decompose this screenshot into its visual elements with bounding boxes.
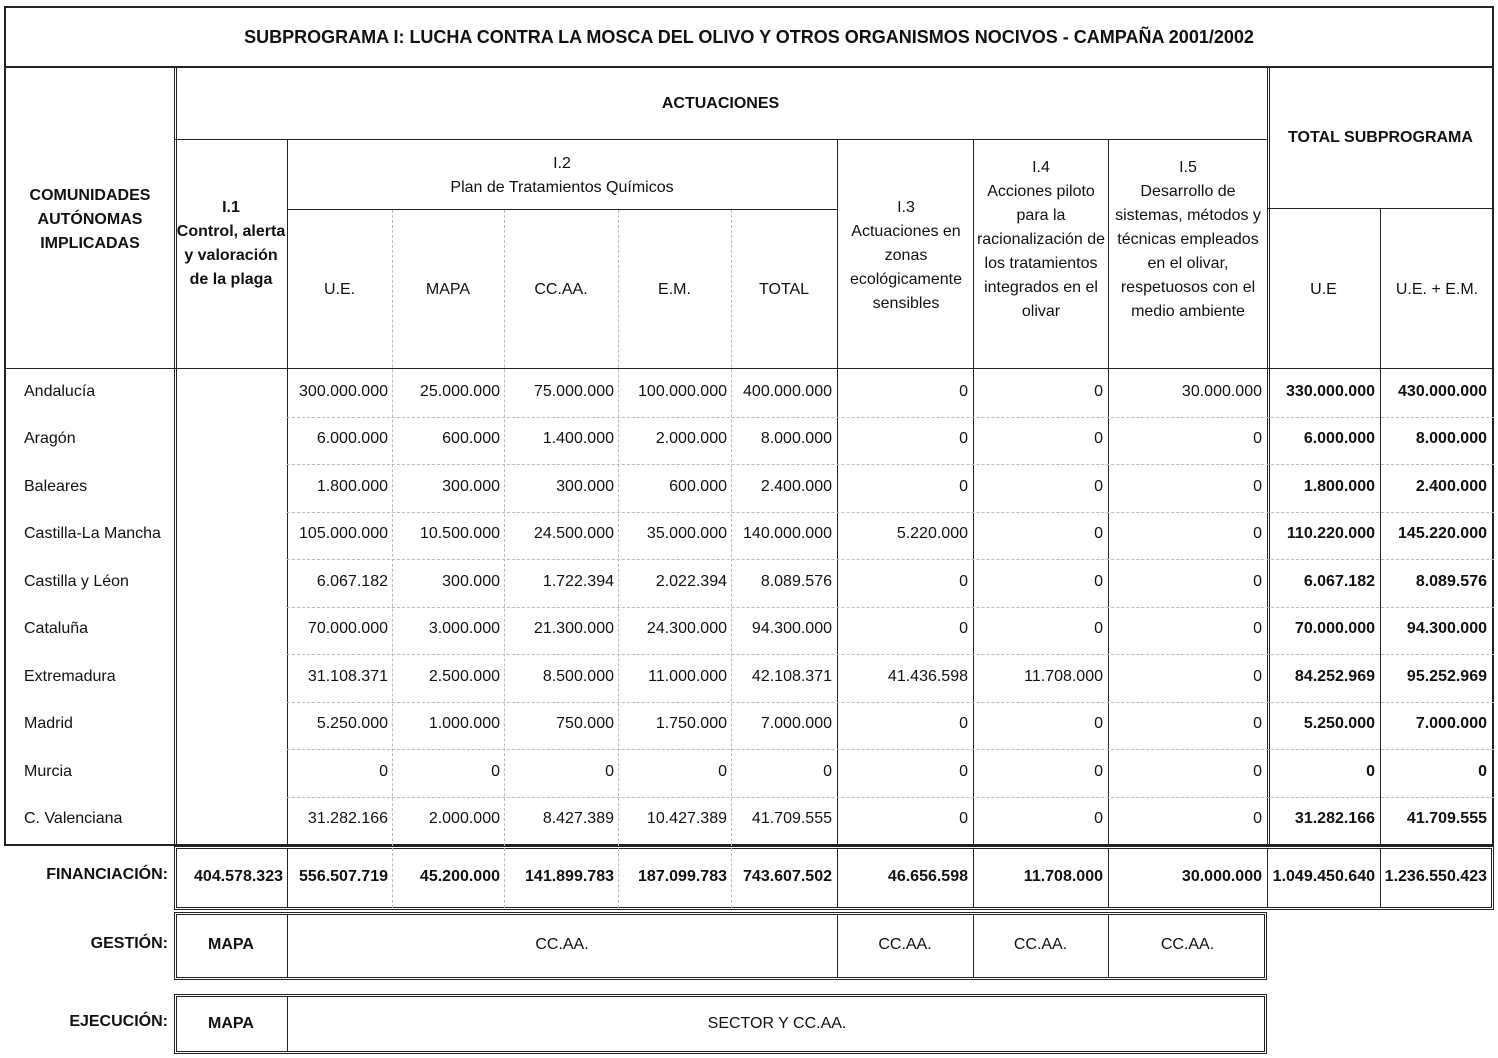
cell-i3: 5.220.000 bbox=[896, 525, 968, 543]
cell-t_ueem: 0 bbox=[1478, 762, 1487, 780]
cell-mapa: 300.000 bbox=[442, 572, 500, 590]
cell-mapa: 2.000.000 bbox=[428, 810, 500, 828]
cell-i4: 0 bbox=[1094, 382, 1103, 400]
gestion-i3: CC.AA. bbox=[878, 936, 932, 953]
cell-em: 600.000 bbox=[669, 477, 727, 495]
cell-ccaa: 0 bbox=[605, 762, 614, 780]
cell-i4: 11.708.000 bbox=[1024, 667, 1103, 685]
cell-t_ueem: 145.220.000 bbox=[1398, 525, 1487, 543]
cell-em: 100.000.000 bbox=[638, 382, 727, 400]
financiacion-mapa: 45.200.000 bbox=[419, 868, 500, 885]
cell-mapa: 3.000.000 bbox=[428, 620, 500, 638]
gestion-label: GESTIÓN: bbox=[90, 935, 168, 952]
cell-t_ueem: 94.300.000 bbox=[1406, 620, 1487, 638]
cell-t_ue: 31.282.166 bbox=[1294, 810, 1375, 828]
cell-t_ue: 0 bbox=[1366, 762, 1375, 780]
cell-ue: 1.800.000 bbox=[316, 477, 388, 495]
cell-em: 35.000.000 bbox=[646, 525, 727, 543]
cell-ccaa: 8.500.000 bbox=[542, 667, 614, 685]
cell-ue: 6.067.182 bbox=[316, 572, 388, 590]
cell-i4: 0 bbox=[1094, 762, 1103, 780]
cell-i5: 0 bbox=[1253, 762, 1262, 780]
cell-t_ue: 1.800.000 bbox=[1303, 477, 1375, 495]
cell-i4: 0 bbox=[1094, 810, 1103, 828]
cell-ccaa: 750.000 bbox=[556, 715, 614, 733]
cell-ccaa: 21.300.000 bbox=[533, 620, 614, 638]
header-i1 bbox=[175, 196, 287, 292]
cell-ccaa: 24.500.000 bbox=[533, 525, 614, 543]
cell-i5: 30.000.000 bbox=[1181, 382, 1262, 400]
cell-t_ue: 5.250.000 bbox=[1303, 715, 1375, 733]
cell-ue: 300.000.000 bbox=[299, 382, 388, 400]
header-tot-ue: U.E bbox=[1310, 281, 1337, 298]
header-i2-text: Plan de Tratamientos Químicos bbox=[450, 179, 674, 196]
cell-ue: 0 bbox=[379, 762, 388, 780]
financiacion-t_ue: 1.049.450.640 bbox=[1272, 868, 1375, 885]
header-total-subprograma: TOTAL SUBPROGRAMA bbox=[1288, 129, 1473, 146]
header-sub-ccaa: CC.AA. bbox=[534, 281, 588, 298]
cell-t_ueem: 7.000.000 bbox=[1415, 715, 1487, 733]
page-title: SUBPROGRAMA I: LUCHA CONTRA LA MOSCA DEL OLIVO Y OTROS ORGANISMOS NOCIVOS - CAMPAÑA 2001/2002 bbox=[4, 6, 1494, 68]
cell-mapa: 1.000.000 bbox=[428, 715, 500, 733]
header-i4-code: I.4 bbox=[1032, 159, 1050, 176]
header-comunidades: COMUNIDADES AUTÓNOMAS IMPLICADAS bbox=[29, 187, 151, 252]
cell-t_ueem: 2.400.000 bbox=[1415, 477, 1487, 495]
header-actuaciones: ACTUACIONES bbox=[661, 95, 780, 112]
cell-total: 0 bbox=[823, 762, 832, 780]
cell-i4: 0 bbox=[1094, 715, 1103, 733]
cell-i5: 0 bbox=[1253, 620, 1262, 638]
cell-t_ueem: 95.252.969 bbox=[1406, 667, 1487, 685]
financiacion-i3: 46.656.598 bbox=[887, 868, 968, 885]
financiacion-i4: 11.708.000 bbox=[1023, 868, 1103, 885]
cell-i3: 0 bbox=[959, 430, 968, 448]
cell-i3: 0 bbox=[959, 572, 968, 590]
row-name: Baleares bbox=[24, 477, 88, 495]
gestion-i5: CC.AA. bbox=[1160, 936, 1215, 953]
cell-em: 2.000.000 bbox=[655, 430, 727, 448]
cell-total: 41.709.555 bbox=[751, 810, 832, 828]
cell-i4: 0 bbox=[1094, 525, 1103, 543]
cell-total: 400.000.000 bbox=[743, 382, 832, 400]
header-i2 bbox=[287, 152, 837, 200]
financiacion-i1: 404.578.323 bbox=[194, 868, 283, 885]
cell-mapa: 300.000 bbox=[442, 477, 500, 495]
cell-mapa: 25.000.000 bbox=[419, 382, 500, 400]
cell-ccaa: 1.722.394 bbox=[542, 572, 614, 590]
cell-t_ueem: 8.000.000 bbox=[1415, 430, 1487, 448]
cell-mapa: 2.500.000 bbox=[428, 667, 500, 685]
cell-total: 140.000.000 bbox=[743, 525, 832, 543]
cell-i5: 0 bbox=[1253, 667, 1262, 685]
cell-i4: 0 bbox=[1094, 572, 1103, 590]
header-i4 bbox=[975, 156, 1107, 324]
cell-mapa: 10.500.000 bbox=[419, 525, 500, 543]
cell-ccaa: 300.000 bbox=[556, 477, 614, 495]
header-i5-code: I.5 bbox=[1179, 159, 1197, 176]
cell-ue: 6.000.000 bbox=[316, 430, 388, 448]
ejecucion-rest: SECTOR Y CC.AA. bbox=[707, 1015, 847, 1032]
cell-total: 94.300.000 bbox=[751, 620, 832, 638]
cell-total: 2.400.000 bbox=[760, 477, 832, 495]
cell-t_ue: 330.000.000 bbox=[1286, 382, 1375, 400]
cell-i3: 0 bbox=[959, 715, 968, 733]
row-name: Aragón bbox=[24, 430, 76, 448]
row-name: Madrid bbox=[24, 715, 73, 733]
cell-total: 42.108.371 bbox=[751, 667, 832, 685]
cell-i4: 0 bbox=[1094, 430, 1103, 448]
cell-i5: 0 bbox=[1253, 810, 1262, 828]
cell-i3: 0 bbox=[959, 762, 968, 780]
header-i3-text: Actuaciones en zonas ecológicamente sensibles bbox=[849, 223, 963, 312]
cell-i4: 0 bbox=[1094, 620, 1103, 638]
cell-em: 0 bbox=[718, 762, 727, 780]
cell-total: 7.000.000 bbox=[760, 715, 832, 733]
header-i2-code: I.2 bbox=[553, 155, 571, 172]
row-name: Extremadura bbox=[24, 667, 116, 685]
cell-em: 24.300.000 bbox=[646, 620, 727, 638]
cell-ccaa: 75.000.000 bbox=[533, 382, 614, 400]
cell-i5: 0 bbox=[1253, 715, 1262, 733]
row-name: Murcia bbox=[24, 762, 73, 780]
cell-ue: 31.282.166 bbox=[307, 810, 388, 828]
row-name: Castilla y Léon bbox=[24, 572, 129, 590]
financiacion-label: FINANCIACIÓN: bbox=[46, 866, 168, 883]
header-i5-text: Desarrollo de sistemas, métodos y técnicas empleados en el olivar, respetuosos con el medio ambiente bbox=[1115, 183, 1261, 320]
financiacion-t_ueem: 1.236.550.423 bbox=[1384, 868, 1487, 885]
cell-mapa: 0 bbox=[491, 762, 500, 780]
cell-t_ue: 84.252.969 bbox=[1294, 667, 1375, 685]
cell-total: 8.000.000 bbox=[760, 430, 832, 448]
cell-em: 10.427.389 bbox=[646, 810, 727, 828]
row-name: Cataluña bbox=[24, 620, 89, 638]
header-sub-ue: U.E. bbox=[323, 281, 356, 298]
row-name: C. Valenciana bbox=[24, 810, 123, 828]
cell-ue: 105.000.000 bbox=[299, 525, 388, 543]
header-i1-code: I.1 bbox=[222, 199, 240, 216]
gestion-i4: CC.AA. bbox=[1013, 936, 1068, 953]
header-i5 bbox=[1110, 156, 1266, 324]
cell-i3: 41.436.598 bbox=[887, 667, 968, 685]
cell-i5: 0 bbox=[1253, 525, 1262, 543]
cell-t_ue: 6.067.182 bbox=[1303, 572, 1375, 590]
cell-i4: 0 bbox=[1094, 477, 1103, 495]
cell-t_ue: 70.000.000 bbox=[1294, 620, 1375, 638]
header-sub-em: E.M. bbox=[658, 281, 691, 298]
cell-mapa: 600.000 bbox=[442, 430, 500, 448]
row-name: Andalucía bbox=[24, 382, 96, 400]
financiacion-total: 743.607.502 bbox=[743, 868, 832, 885]
header-i3 bbox=[840, 196, 972, 316]
cell-i3: 0 bbox=[959, 477, 968, 495]
cell-total: 8.089.576 bbox=[760, 572, 832, 590]
ejecucion-i1: MAPA bbox=[208, 1015, 254, 1032]
cell-ue: 5.250.000 bbox=[316, 715, 388, 733]
row-name: Castilla-La Mancha bbox=[24, 525, 161, 543]
cell-t_ueem: 430.000.000 bbox=[1398, 382, 1487, 400]
cell-i3: 0 bbox=[959, 382, 968, 400]
cell-ccaa: 8.427.389 bbox=[542, 810, 614, 828]
cell-i3: 0 bbox=[959, 810, 968, 828]
header-i1-text: Control, alerta y valoración de la plaga bbox=[176, 223, 286, 288]
cell-t_ue: 6.000.000 bbox=[1303, 430, 1375, 448]
header-sub-mapa: MAPA bbox=[425, 281, 471, 298]
cell-em: 1.750.000 bbox=[655, 715, 727, 733]
header-tot-ue-em: U.E. + E.M. bbox=[1395, 281, 1479, 298]
financiacion-i5: 30.000.000 bbox=[1181, 868, 1262, 885]
gestion-i1: MAPA bbox=[208, 936, 254, 953]
header-i4-text: Acciones piloto para la racionalización de los tratamientos integrados en el olivar bbox=[976, 183, 1106, 320]
header-i3-code: I.3 bbox=[897, 199, 915, 216]
cell-ccaa: 1.400.000 bbox=[542, 430, 614, 448]
cell-i5: 0 bbox=[1253, 477, 1262, 495]
ejecucion-label: EJECUCIÓN: bbox=[69, 1013, 168, 1030]
financiacion-em: 187.099.783 bbox=[638, 868, 727, 885]
cell-i5: 0 bbox=[1253, 430, 1262, 448]
cell-em: 2.022.394 bbox=[655, 572, 727, 590]
cell-ue: 70.000.000 bbox=[307, 620, 388, 638]
financiacion-ccaa: 141.899.783 bbox=[525, 868, 614, 885]
gestion-i2: CC.AA. bbox=[535, 936, 589, 953]
cell-t_ueem: 8.089.576 bbox=[1415, 572, 1487, 590]
cell-i5: 0 bbox=[1253, 572, 1262, 590]
cell-t_ueem: 41.709.555 bbox=[1406, 810, 1487, 828]
cell-ue: 31.108.371 bbox=[307, 667, 388, 685]
header-sub-total: TOTAL bbox=[758, 281, 810, 298]
cell-em: 11.000.000 bbox=[648, 667, 727, 685]
financiacion-ue: 556.507.719 bbox=[299, 868, 388, 885]
cell-t_ue: 110.220.000 bbox=[1286, 525, 1375, 543]
cell-i3: 0 bbox=[959, 620, 968, 638]
